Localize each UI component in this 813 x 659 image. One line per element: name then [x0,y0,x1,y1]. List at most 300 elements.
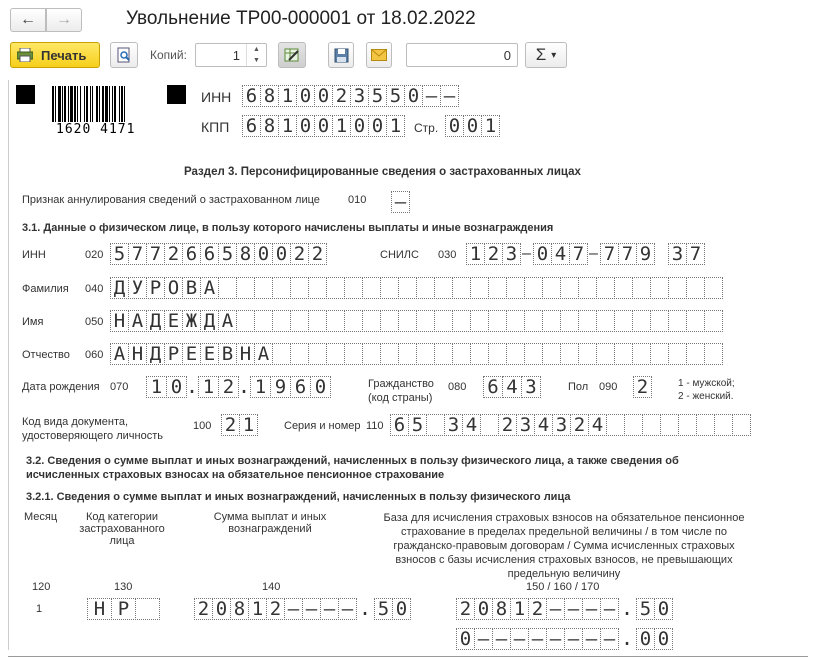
char-cell: Р [164,343,183,365]
char-cell [678,414,697,436]
char-cell [578,277,597,299]
char-cell: – [422,85,441,107]
char-cell [650,343,669,365]
edit-table-icon [284,47,300,63]
char-cell: Р [146,277,165,299]
subsection-31-title: 3.1. Данные о физическом лице, в пользу которого начислены выплаты и иные вознаграждения [22,222,554,234]
char-cell: 2 [164,243,183,265]
snils-code: 030 [438,249,457,261]
char-cell: 4 [502,376,522,398]
col-sum: Сумма выплат и иных вознаграждений [213,511,327,535]
char-cell: 2 [194,598,213,620]
char-cell [452,343,471,365]
separator: . [185,374,199,398]
subsection-32-title-2: исчисленных страховых взносах на обязательное пенсионное страхование [26,469,445,481]
char-cell [624,414,643,436]
gender-code: 090 [599,381,618,393]
citizenship-boxes [483,376,540,398]
char-cell: 2 [266,598,285,620]
char-cell: 6 [242,85,261,107]
patronymic-code: 060 [85,349,104,361]
char-cell: 2 [221,414,240,436]
birth-date-boxes [146,376,330,398]
char-cell: 0 [654,628,673,650]
char-cell: 5 [386,85,405,107]
marker-square-right [167,85,186,104]
col-base: База для исчисления страховых взносов на обязательное пенсионное страхование в пределах предельной величины / в том числе по гражданско-правовым договорам / Сумма исчисленных страховых взносов с базы исчисления страховых взносов, не превышающих предельную величину [383,512,745,580]
separator: . [237,374,251,398]
char-cell: 3 [521,376,541,398]
char-cell [542,277,561,299]
char-cell: 7 [618,243,637,265]
char-cell: 0 [166,376,187,398]
copies-label: Копий: [150,48,187,62]
col-category: Код категории застрахованного лица [79,511,165,547]
char-cell: 1 [248,598,267,620]
char-cell [632,343,651,365]
char-cell: 3 [516,414,535,436]
char-cell: – [510,628,529,650]
char-cell: Е [182,343,201,365]
separator: . [620,596,634,620]
char-cell [578,310,597,332]
char-cell: Н [87,598,112,620]
name-code: 050 [85,316,104,328]
char-cell: В [218,343,237,365]
envelope-icon [371,49,387,61]
citizenship-label-1: Гражданство [368,378,434,390]
char-cell [704,310,723,332]
series-code: 110 [366,420,384,432]
char-cell: 0 [463,115,482,137]
char-cell [470,343,489,365]
char-cell [632,310,651,332]
char-cell [614,310,633,332]
char-cell: 6 [390,414,409,436]
char-cell: Ж [182,310,201,332]
char-cell [272,310,291,332]
char-cell: 1 [510,598,529,620]
char-cell: 2 [456,598,475,620]
char-cell [660,414,679,436]
char-cell: 1 [146,376,167,398]
gender-note-1: 1 - мужской; [678,378,735,389]
char-cell: 0 [314,115,333,137]
char-cell [668,310,687,332]
char-cell [344,343,363,365]
char-cell: – [600,598,619,620]
gender-note-2: 2 - женский. [678,391,734,402]
char-cell [524,277,543,299]
char-cell [596,343,615,365]
birth-label: Дата рождения [22,381,100,393]
char-cell: 5 [374,598,393,620]
inn-code: 020 [85,249,104,261]
arrow-right-icon: → [56,11,72,28]
copies-stepper[interactable] [195,43,267,67]
sum-field[interactable]: 0 [406,43,518,67]
surname-code: 040 [85,283,104,295]
row-contrib-boxes [456,628,672,650]
char-cell: Д [146,310,165,332]
char-cell [686,310,705,332]
char-cell [506,310,525,332]
char-cell [290,310,309,332]
header-kpp-boxes [242,115,404,137]
back-button[interactable] [10,8,46,32]
char-cell [704,343,723,365]
char-cell: 7 [600,243,619,265]
name-label: Имя [22,316,44,328]
row-month: 1 [36,603,43,615]
stepper-up-icon[interactable]: ▲ [253,46,260,53]
char-cell: Д [200,310,219,332]
char-cell: Д [110,277,129,299]
char-cell: А [200,277,219,299]
char-cell [686,343,705,365]
char-cell [506,343,525,365]
char-cell [480,414,499,436]
char-cell [290,343,309,365]
char-cell [542,343,561,365]
char-cell [506,277,525,299]
char-cell [560,277,579,299]
char-cell: 8 [260,85,279,107]
char-cell [426,414,445,436]
char-cell: 5 [368,85,387,107]
doc-label-2: удостоверяющего личность [22,430,163,442]
char-cell: – [474,628,493,650]
char-cell: 0 [654,598,673,620]
char-cell: А [128,310,147,332]
char-cell [650,310,669,332]
char-cell: – [440,85,459,107]
char-cell: 0 [636,628,655,650]
annul-label: Признак аннулирования сведений о застрахованном лице [22,194,320,206]
save-button[interactable] [328,42,354,68]
char-cell: 3 [502,243,521,265]
char-cell: Р [111,598,136,620]
char-cell [560,310,579,332]
sigma-icon: Σ [535,45,547,64]
stepper-down-icon[interactable]: ▼ [253,57,260,64]
char-cell: 0 [368,115,387,137]
char-cell [488,277,507,299]
char-cell: А [110,343,129,365]
char-cell: 9 [636,243,655,265]
print-button[interactable]: Печать [10,42,100,68]
page-title: Увольнение ТР00-000001 от 18.02.2022 [126,8,476,29]
char-cell: Н [110,310,129,332]
char-cell: – [302,598,321,620]
patronymic-label: Отчество [22,349,70,361]
char-cell: 0 [533,243,552,265]
citizenship-code: 080 [448,381,467,393]
char-cell: 3 [552,414,571,436]
char-cell: Н [236,343,255,365]
char-cell: 5 [218,243,237,265]
char-cell: 5 [636,598,655,620]
char-cell: 8 [260,115,279,137]
char-cell: 0 [445,115,464,137]
char-cell: А [218,310,237,332]
char-cell [470,277,489,299]
char-cell [668,277,687,299]
char-cell [596,277,615,299]
subsection-32-title-1: 3.2. Сведения о сумме выплат и иных вознаграждений, начисленных в пользу физического лица, а также сведения об [26,455,679,467]
char-cell [290,277,309,299]
char-cell [488,343,507,365]
doc-label-1: Код вида документа, [22,416,129,428]
char-cell: – [338,598,357,620]
char-cell [362,310,381,332]
section-title: Раздел 3. Персонифицированные сведения о застрахованных лицах [184,166,581,178]
email-button[interactable] [366,42,392,68]
code-150-160-170: 150 / 160 / 170 [526,581,600,593]
char-cell: 0 [296,85,315,107]
char-cell: В [182,277,201,299]
doc-type-boxes [221,414,257,436]
row-base-boxes [456,598,672,620]
char-cell: – [284,598,303,620]
char-cell [308,310,327,332]
char-cell [344,277,363,299]
char-cell: 0 [272,243,291,265]
char-cell: 1 [198,376,219,398]
char-cell [254,277,273,299]
code-130: 130 [114,581,133,593]
char-cell: 4 [588,414,607,436]
char-cell: 0 [404,85,423,107]
char-cell: – [564,628,583,650]
char-cell [732,414,751,436]
char-cell [272,343,291,365]
surname-label: Фамилия [22,283,69,295]
char-cell [236,310,255,332]
char-cell [434,310,453,332]
char-cell: 0 [392,598,411,620]
char-cell: 0 [474,598,493,620]
char-cell: – [492,628,511,650]
char-cell: 3 [668,243,687,265]
chevron-down-icon: ▾ [551,49,557,61]
annul-boxes [391,191,409,213]
char-cell: 2 [484,243,503,265]
char-cell: 7 [686,243,705,265]
char-cell: 1 [278,85,297,107]
char-cell: 1 [386,115,405,137]
char-cell: 0 [350,115,369,137]
char-cell: 4 [534,414,553,436]
header-inn-label: ИНН [201,89,232,105]
marker-square-left [16,85,35,104]
series-label: Серия и номер [284,420,361,432]
char-cell: Д [146,343,165,365]
separator [654,243,668,265]
char-cell: 8 [230,598,249,620]
inn-boxes [110,243,326,265]
char-cell [524,343,543,365]
char-cell [380,310,399,332]
char-cell: 0 [310,376,331,398]
char-cell: У [128,277,147,299]
char-cell: 0 [212,598,231,620]
char-cell [614,343,633,365]
char-cell: 2 [528,598,547,620]
char-cell: – [546,598,565,620]
char-cell: – [582,628,601,650]
char-cell [668,343,687,365]
char-cell: О [164,277,183,299]
char-cell: 2 [498,414,517,436]
separator: – [589,245,598,262]
edit-toggle-button[interactable] [278,42,306,68]
gender-label: Пол [568,381,589,393]
row-sum-boxes [194,598,410,620]
char-cell [686,277,705,299]
char-cell [254,310,273,332]
char-cell: 8 [236,243,255,265]
floppy-disk-icon [334,48,349,63]
row-category-boxes [87,598,159,620]
char-cell: 5 [408,414,427,436]
arrow-left-icon: ← [20,11,36,28]
char-cell [470,310,489,332]
char-cell [308,343,327,365]
char-cell [380,277,399,299]
barcode-number: 1620 4171 [56,122,136,137]
char-cell: Е [164,310,183,332]
char-cell [434,343,453,365]
birth-code: 070 [110,381,129,393]
char-cell [218,277,237,299]
char-cell [308,277,327,299]
col-month: Месяц [24,511,58,523]
citizenship-label-2: (код страны) [368,392,433,404]
char-cell [326,343,345,365]
char-cell [614,277,633,299]
form-left-border [8,80,9,650]
char-cell [704,277,723,299]
char-cell [135,598,160,620]
patronymic-boxes [110,343,722,365]
char-cell: 2 [633,376,652,398]
char-cell [416,343,435,365]
page-number-boxes [445,115,499,137]
char-cell: 2 [218,376,239,398]
char-cell: 3 [350,85,369,107]
char-cell: 0 [254,243,273,265]
char-cell: 2 [570,414,589,436]
char-cell: 3 [444,414,463,436]
snils-boxes [466,243,704,265]
char-cell [650,277,669,299]
header-inn-boxes [242,85,458,107]
char-cell: А [254,343,273,365]
char-cell [524,310,543,332]
char-cell: 2 [332,85,351,107]
char-cell: 1 [481,115,500,137]
char-cell: 5 [110,243,129,265]
char-cell [416,310,435,332]
separator: . [620,626,634,650]
char-cell [236,277,255,299]
char-cell: 2 [290,243,309,265]
char-cell: 1 [466,243,485,265]
code-120: 120 [32,581,51,593]
char-cell: 4 [462,414,481,436]
char-cell [488,310,507,332]
char-cell [326,277,345,299]
code-140: 140 [262,581,281,593]
char-cell [362,277,381,299]
char-cell: 7 [146,243,165,265]
char-cell [344,310,363,332]
snils-label: СНИЛС [380,249,419,261]
char-cell [596,310,615,332]
preview-button[interactable] [110,42,138,68]
sum-menu-button[interactable] [525,42,567,68]
char-cell [542,310,561,332]
gender-boxes [633,376,651,398]
char-cell [560,343,579,365]
char-cell: 1 [250,376,271,398]
char-cell: 0 [456,628,475,650]
surname-boxes [110,277,722,299]
char-cell [398,277,417,299]
char-cell: 0 [314,85,333,107]
char-cell: 1 [332,115,351,137]
char-cell: 6 [483,376,503,398]
form-bottom-border [8,656,808,657]
char-cell [452,310,471,332]
page-number-label: Стр. [414,121,439,135]
char-cell: 1 [239,414,258,436]
char-cell: 6 [182,243,201,265]
char-cell: – [582,598,601,620]
char-cell [272,277,291,299]
char-cell [434,277,453,299]
char-cell [578,343,597,365]
char-cell: – [528,628,547,650]
char-cell: 8 [492,598,511,620]
barcode [52,86,148,122]
char-cell: – [320,598,339,620]
annul-code: 010 [348,194,367,206]
char-cell: – [391,191,410,213]
separator: . [358,596,372,620]
char-cell: 6 [242,115,261,137]
char-cell [326,310,345,332]
char-cell: 4 [551,243,570,265]
inn-label: ИНН [22,249,46,261]
forward-button[interactable] [46,8,82,32]
char-cell [696,414,715,436]
char-cell: 6 [290,376,311,398]
char-cell: 0 [296,115,315,137]
char-cell: 7 [128,243,147,265]
char-cell: 7 [569,243,588,265]
char-cell: Е [200,343,219,365]
char-cell: – [564,598,583,620]
printer-icon [17,48,33,62]
char-cell: 2 [308,243,327,265]
doc-code: 100 [193,420,212,432]
char-cell [642,414,661,436]
subsection-321-title: 3.2.1. Сведения о сумме выплат и иных вознаграждений, начисленных в пользу физического лица [26,491,571,503]
name-boxes [110,310,722,332]
char-cell [632,277,651,299]
